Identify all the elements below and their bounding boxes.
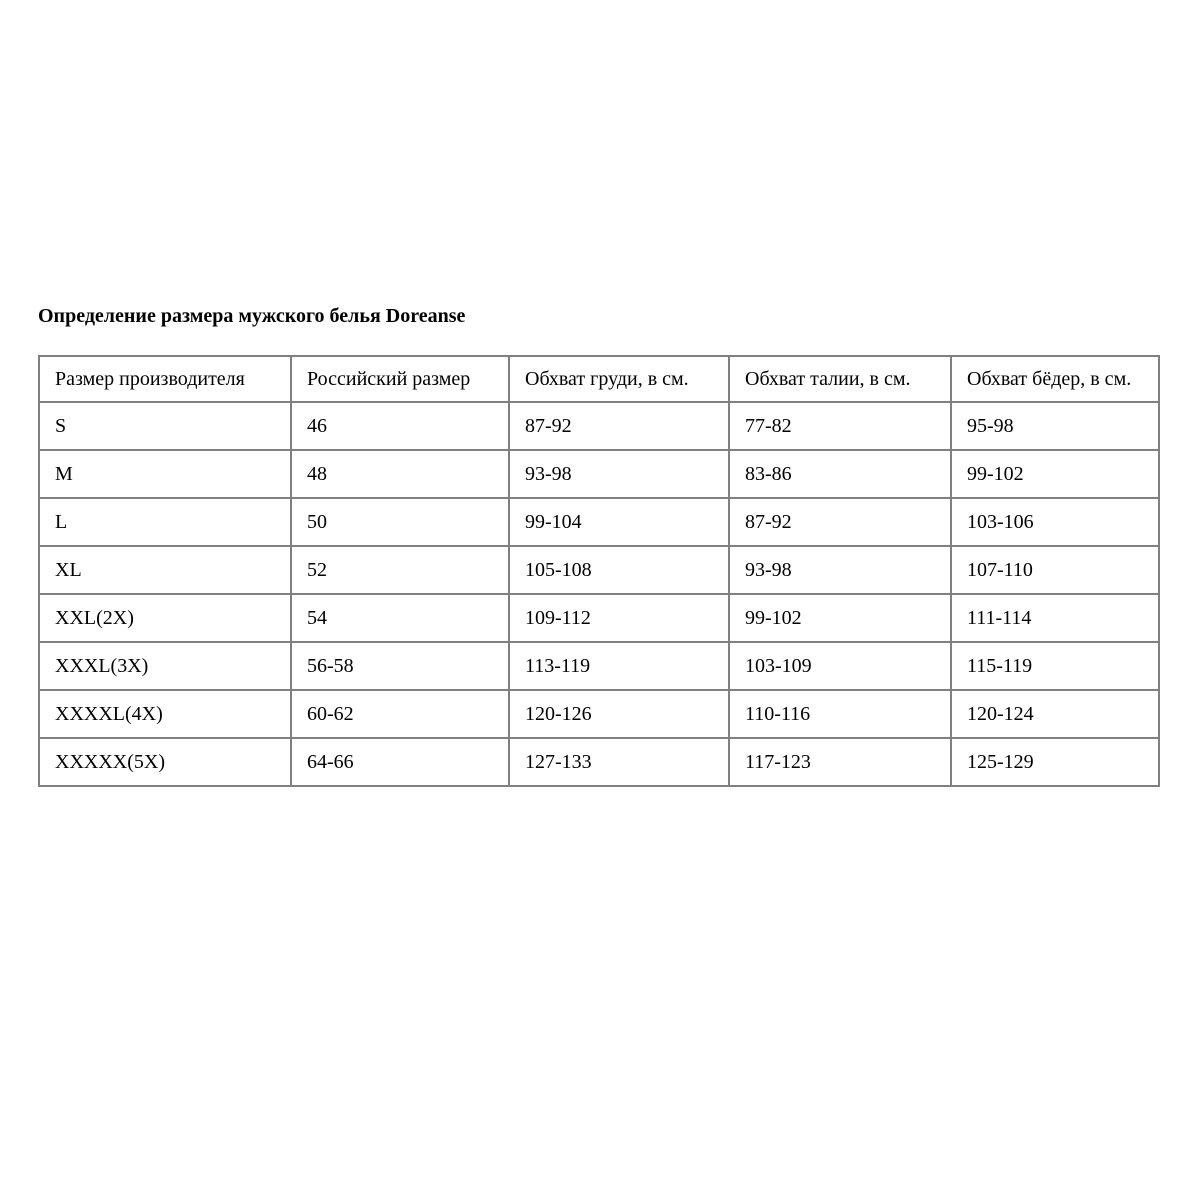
table-row bbox=[39, 690, 1159, 738]
table-cell: 77-82 bbox=[729, 402, 951, 450]
table-cell: 127-133 bbox=[509, 738, 729, 786]
table-cell: 113-119 bbox=[509, 642, 729, 690]
table-cell: 103-106 bbox=[951, 498, 1159, 546]
table-cell: 99-102 bbox=[951, 450, 1159, 498]
table-cell: 105-108 bbox=[509, 546, 729, 594]
table-cell: 52 bbox=[291, 546, 509, 594]
table-cell: 117-123 bbox=[729, 738, 951, 786]
size-table bbox=[38, 355, 1160, 787]
table-row bbox=[39, 402, 1159, 450]
table-cell: XXXXX(5X) bbox=[39, 738, 291, 786]
table-cell: 93-98 bbox=[729, 546, 951, 594]
table-cell: 111-114 bbox=[951, 594, 1159, 642]
table-cell: 109-112 bbox=[509, 594, 729, 642]
table-header-cell: Обхват груди, в см. bbox=[509, 356, 729, 402]
table-cell: XL bbox=[39, 546, 291, 594]
table-cell: 83-86 bbox=[729, 450, 951, 498]
table-cell: 64-66 bbox=[291, 738, 509, 786]
table-row bbox=[39, 450, 1159, 498]
table-header-cell: Российский размер bbox=[291, 356, 509, 402]
table-cell: 46 bbox=[291, 402, 509, 450]
table-cell: XXL(2X) bbox=[39, 594, 291, 642]
table-cell: 115-119 bbox=[951, 642, 1159, 690]
page-title: Определение размера мужского белья Doreanse bbox=[38, 305, 466, 327]
table-cell: 99-102 bbox=[729, 594, 951, 642]
table-cell: S bbox=[39, 402, 291, 450]
table-cell: 87-92 bbox=[729, 498, 951, 546]
table-row bbox=[39, 546, 1159, 594]
table-header-row bbox=[39, 356, 1159, 402]
table-cell: 103-109 bbox=[729, 642, 951, 690]
table-cell: 110-116 bbox=[729, 690, 951, 738]
table-cell: M bbox=[39, 450, 291, 498]
table-cell: 54 bbox=[291, 594, 509, 642]
table-cell: XXXL(3X) bbox=[39, 642, 291, 690]
table-cell: 56-58 bbox=[291, 642, 509, 690]
table-row bbox=[39, 594, 1159, 642]
table-cell: 48 bbox=[291, 450, 509, 498]
table-header-cell: Обхват талии, в см. bbox=[729, 356, 951, 402]
table-cell: 93-98 bbox=[509, 450, 729, 498]
size-table-head bbox=[39, 356, 1159, 402]
table-header-cell: Обхват бёдер, в см. bbox=[951, 356, 1159, 402]
table-header-cell: Размер производителя bbox=[39, 356, 291, 402]
table-row bbox=[39, 498, 1159, 546]
table-cell: 120-126 bbox=[509, 690, 729, 738]
table-cell: 60-62 bbox=[291, 690, 509, 738]
table-cell: 87-92 bbox=[509, 402, 729, 450]
table-cell: 120-124 bbox=[951, 690, 1159, 738]
table-row bbox=[39, 738, 1159, 786]
table-cell: 125-129 bbox=[951, 738, 1159, 786]
table-cell: 95-98 bbox=[951, 402, 1159, 450]
table-cell: 50 bbox=[291, 498, 509, 546]
table-cell: 99-104 bbox=[509, 498, 729, 546]
table-cell: 107-110 bbox=[951, 546, 1159, 594]
size-table-body bbox=[39, 402, 1159, 786]
table-cell: L bbox=[39, 498, 291, 546]
table-row bbox=[39, 642, 1159, 690]
table-cell: XXXXL(4X) bbox=[39, 690, 291, 738]
